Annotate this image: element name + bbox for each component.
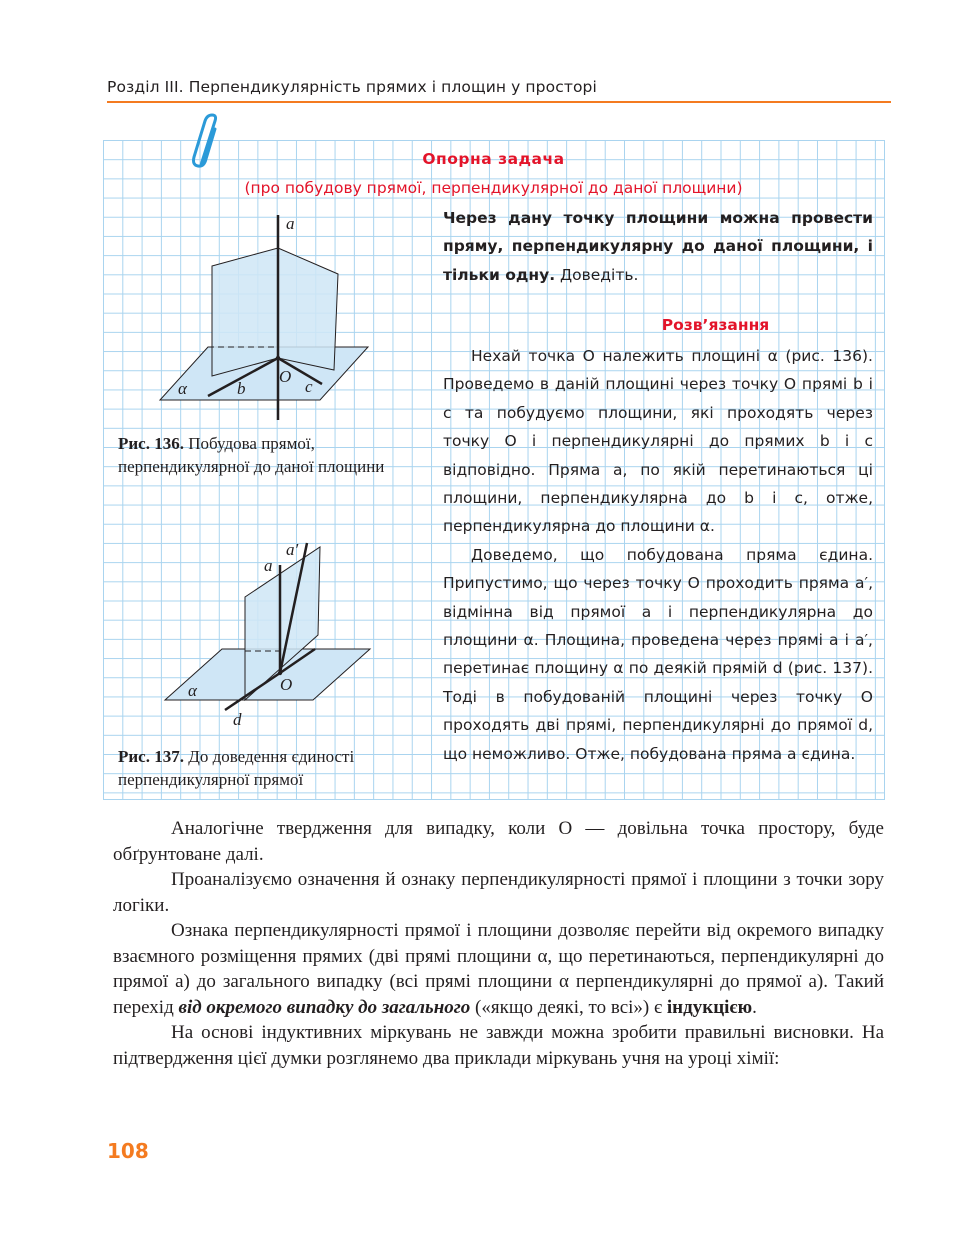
fig137-label-a-prime: a′ xyxy=(286,540,299,559)
main-paragraph-2: Проаналізуємо означення й ознаку перпендикулярності прямої і площини з точки зору логіки. xyxy=(113,869,884,916)
task-subtitle: (про побудову прямої, перпендикулярної до даної площини) xyxy=(244,179,743,197)
caption-136-num: Рис. 136. xyxy=(118,434,184,453)
main-text xyxy=(113,816,884,1071)
statement-bold: Через дану точку площини можна провести пряму, перпендикулярну до даної площини, і тільки одну. xyxy=(443,209,873,284)
fig137-label-a: a xyxy=(264,556,273,575)
fig136-label-alpha: α xyxy=(178,379,187,398)
main-paragraph-3 xyxy=(113,918,884,1020)
figure-136 xyxy=(150,210,380,425)
fig137-label-d: d xyxy=(233,710,242,729)
task-title: Опорна задача xyxy=(422,150,565,168)
main-paragraph-4: На основі індуктивних міркувань не завжди можна зробити правильні висновки. На підтвердження цієї думки розглянемо два приклади міркувань учня на уроці хімії: xyxy=(113,1022,884,1069)
running-header: Розділ III. Перпендикулярність прямих і площин у просторі xyxy=(107,78,597,96)
caption-137 xyxy=(118,745,418,791)
caption-137-num: Рис. 137. xyxy=(118,747,184,766)
p3-text-end: . xyxy=(752,996,757,1018)
fig137-label-alpha: α xyxy=(188,681,197,700)
p3-term-induction: індукцією xyxy=(666,996,753,1018)
main-paragraph-1: Аналогічне твердження для випадку, коли O — довільна точка простору, буде обґрунтоване далі. xyxy=(113,818,884,865)
task-statement xyxy=(443,204,873,289)
solution-text xyxy=(443,342,873,768)
p3-emphasis: від окремого випадку до загального xyxy=(178,996,471,1018)
page-number: 108 xyxy=(107,1139,149,1163)
solution-paragraph-2: Доведемо, що побудована пряма єдина. Припустимо, що через точку O проходить пряма a′, відмінна від прямої a і перпендикулярна до площини α. Площина, проведена через прямі a і a′, перетинає площину α по деякій прямій d (рис. 137). Тоді в побудованій площині через точку O проходять дві прямі, перпендикулярні до прямої d, що неможливо. Отже, побудована пряма a єдина. xyxy=(443,545,873,763)
caption-136 xyxy=(118,432,418,478)
caption-136-text: Побудова прямої, перпендикулярної до даної площини xyxy=(118,434,385,476)
header-rule xyxy=(107,101,891,103)
solution-paragraph-1: Нехай точка O належить площині α (рис. 136). Проведемо в даній площині через точку O прямі b і c та побудуємо площини, які проходять через точку O і перпендикулярні до прямих b і c відповідно. Пряма a, по якій перетинаються ці площини, перпендикулярна до b і c, отже, перпендикулярна до площини α. xyxy=(443,347,873,536)
statement-plain: Доведіть. xyxy=(555,265,639,284)
solution-title: Розв’язання xyxy=(661,316,770,334)
fig136-label-O: O xyxy=(279,367,292,386)
figure-137 xyxy=(160,535,390,735)
fig136-label-b: b xyxy=(237,379,246,398)
p3-text-1: Ознака перпендикулярності прямої і площини дозволяє перейти від окремого випадку взаємного розміщення прямих (дві прямі площини α, що перетинаються, перпендикулярні до прямої a) до загального випадку (всі прямі площини α перпендикулярні до прямої a). Такий перехід xyxy=(113,920,884,1018)
fig136-label-a: a xyxy=(286,214,295,233)
fig136-label-c: c xyxy=(305,377,313,396)
fig137-label-O: O xyxy=(280,675,293,694)
caption-137-text: До доведення єдиності перпендикулярної прямої xyxy=(118,747,355,789)
p3-text-2: («якщо деякі, то всі») є xyxy=(470,996,667,1018)
